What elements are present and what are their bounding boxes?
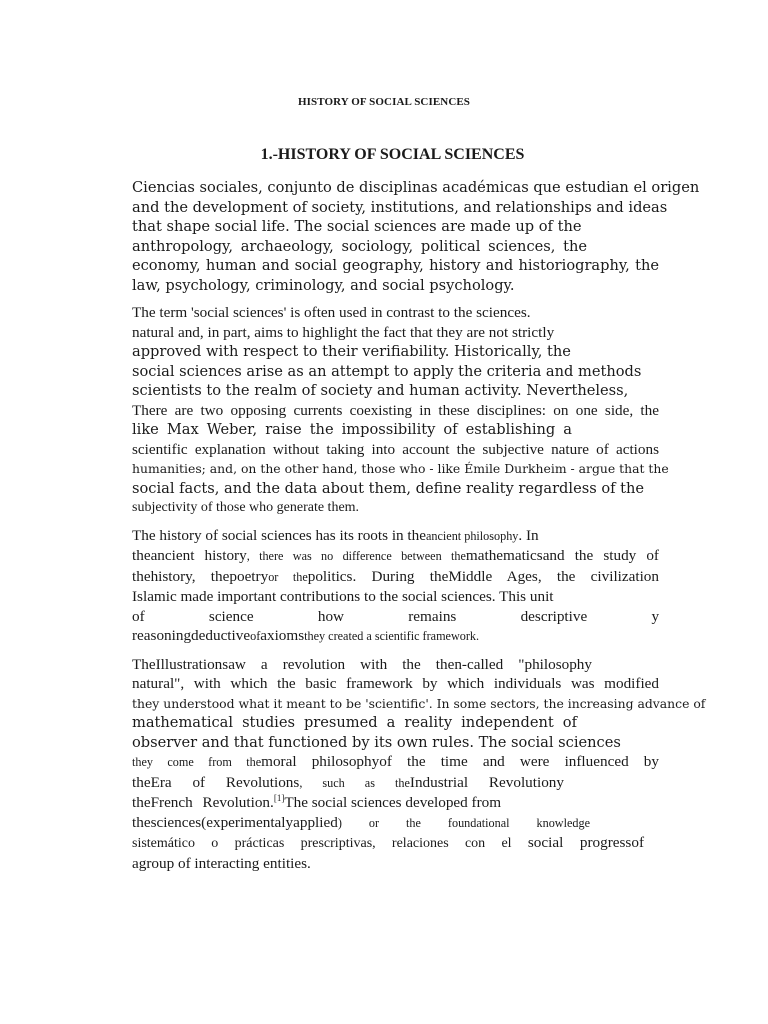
- text-line: theancient history, there was no difference between themathematicsand the study of: [132, 547, 659, 564]
- text-line: that shape social life. The social sciences are made up of the: [132, 218, 582, 235]
- text-line: The term 'social sciences' is often used in contrast to the sciences.: [132, 304, 531, 321]
- text-line: of science how remains descriptive y: [132, 607, 660, 625]
- text-line: Ciencias sociales, conjunto de disciplinas académicas que estudian el origen: [132, 179, 700, 196]
- paragraph-3: [132, 526, 659, 647]
- text-line: like Max Weber, raise the impossibility of establishing a: [132, 421, 572, 438]
- text-line: agroup of interacting entities.: [132, 854, 311, 872]
- text-line: mathematical studies presumed a reality independent of: [132, 714, 577, 731]
- link-applied[interactable]: applied: [293, 813, 338, 831]
- paragraph-1: [132, 178, 700, 295]
- link-group-of-interacting-entities[interactable]: group of interacting entities: [138, 854, 308, 872]
- text-line: they come from themoral philosophyof the time and were influenced by: [132, 753, 659, 770]
- text-line: theFrench Revolution.[1]The social sciences developed from: [132, 793, 502, 811]
- link-sciences[interactable]: sciences: [150, 813, 202, 831]
- link-illustration[interactable]: Illustration: [155, 655, 223, 673]
- text-line: thehistory, thepoetryor thepolitics. During theMiddle Ages, the civilization: [132, 567, 659, 585]
- text-line: humanities; and, on the other hand, those who - like Émile Durkheim - argue that the: [132, 461, 669, 476]
- text-line: reasoningdeductiveofaxiomsthey created a scientific framework.: [132, 627, 480, 644]
- link-politics[interactable]: politics: [307, 567, 353, 585]
- running-header: HISTORY OF SOCIAL SCIENCES: [297, 96, 471, 108]
- text-line: approved with respect to their verifiability. Historically, the: [132, 343, 571, 360]
- paragraph-2: [132, 303, 669, 518]
- text-line: natural", with which the basic framework by which individuals was modified: [132, 675, 659, 692]
- text-line: The history of social sciences has its roots in theancient philosophy. In: [132, 526, 539, 544]
- text-line: anthropology, archaeology, sociology, political sciences, the: [132, 237, 587, 255]
- link-poetry[interactable]: poetry: [229, 567, 269, 585]
- text-line: theEra of Revolutions, such as theIndustrial Revolutiony: [132, 773, 564, 791]
- link-deductive[interactable]: deductive: [191, 627, 251, 644]
- text-line: natural and, in part, aims to highlight the fact that they are not strictly: [132, 323, 555, 341]
- link-industrial-revolution[interactable]: Industrial Revolution: [409, 773, 557, 791]
- link-ancient-philosophy[interactable]: ancient philosophy: [425, 528, 519, 543]
- text-line: they understood what it meant to be 'scientific'. In some sectors, the increasing advance of: [132, 695, 706, 711]
- text-line: Islamic made important contributions to the social sciences. This unit: [132, 588, 554, 605]
- link-social-progress[interactable]: social progress: [527, 834, 632, 851]
- text-line: There are two opposing currents coexisting in these disciplines: on one side, the: [132, 401, 659, 419]
- link-era-of-revolutions[interactable]: Era of Revolutions: [150, 773, 300, 791]
- text-line: thesciences(experimentalyapplied) or the foundational knowledge: [132, 813, 590, 831]
- text-line: social facts, and the data about them, define reality regardless of the: [132, 479, 645, 497]
- section-title: 1.-HISTORY OF SOCIAL SCIENCES: [260, 146, 525, 163]
- text-line: sistemático o prácticas prescriptivas, relaciones con el social progressof: [132, 834, 645, 851]
- link-mathematics[interactable]: mathematics: [465, 547, 543, 564]
- link-moral-philosophy[interactable]: moral philosophy: [261, 753, 380, 770]
- link-ancient-history[interactable]: ancient history: [150, 547, 247, 564]
- text-line: law, psychology, criminology, and social psychology.: [132, 276, 515, 294]
- text-line: observer and that functioned by its own rules. The social sciences: [132, 733, 621, 751]
- text-line: economy, human and social geography, history and historiography, the: [132, 257, 659, 274]
- link-experimental[interactable]: experimental: [206, 813, 286, 831]
- link-history[interactable]: history: [150, 567, 192, 585]
- text-line: social sciences arise as an attempt to apply the criteria and methods: [132, 362, 642, 380]
- link-middle-ages[interactable]: Middle Ages: [448, 567, 538, 585]
- text-line: scientists to the realm of society and human activity. Nevertheless,: [132, 382, 629, 399]
- document-body: [132, 178, 706, 881]
- paragraph-4: [132, 655, 706, 874]
- text-line: subjectivity of those who generate them.: [132, 500, 360, 515]
- text-line: TheIllustrationsaw a revolution with the then-called "philosophy: [132, 655, 592, 673]
- link-axioms[interactable]: axioms: [260, 627, 305, 644]
- link-natural-philosophy[interactable]: philosophy: [524, 655, 592, 673]
- link-french-revolution[interactable]: French Revolution: [150, 794, 271, 811]
- link-natural-philosophy-cont[interactable]: natural: [132, 675, 175, 692]
- text-line: and the development of society, institutions, and relationships and ideas: [132, 198, 668, 216]
- text-line: scientific explanation without taking into account the subjective nature of actions: [132, 440, 659, 458]
- footnote-ref[interactable]: [1]: [273, 793, 285, 803]
